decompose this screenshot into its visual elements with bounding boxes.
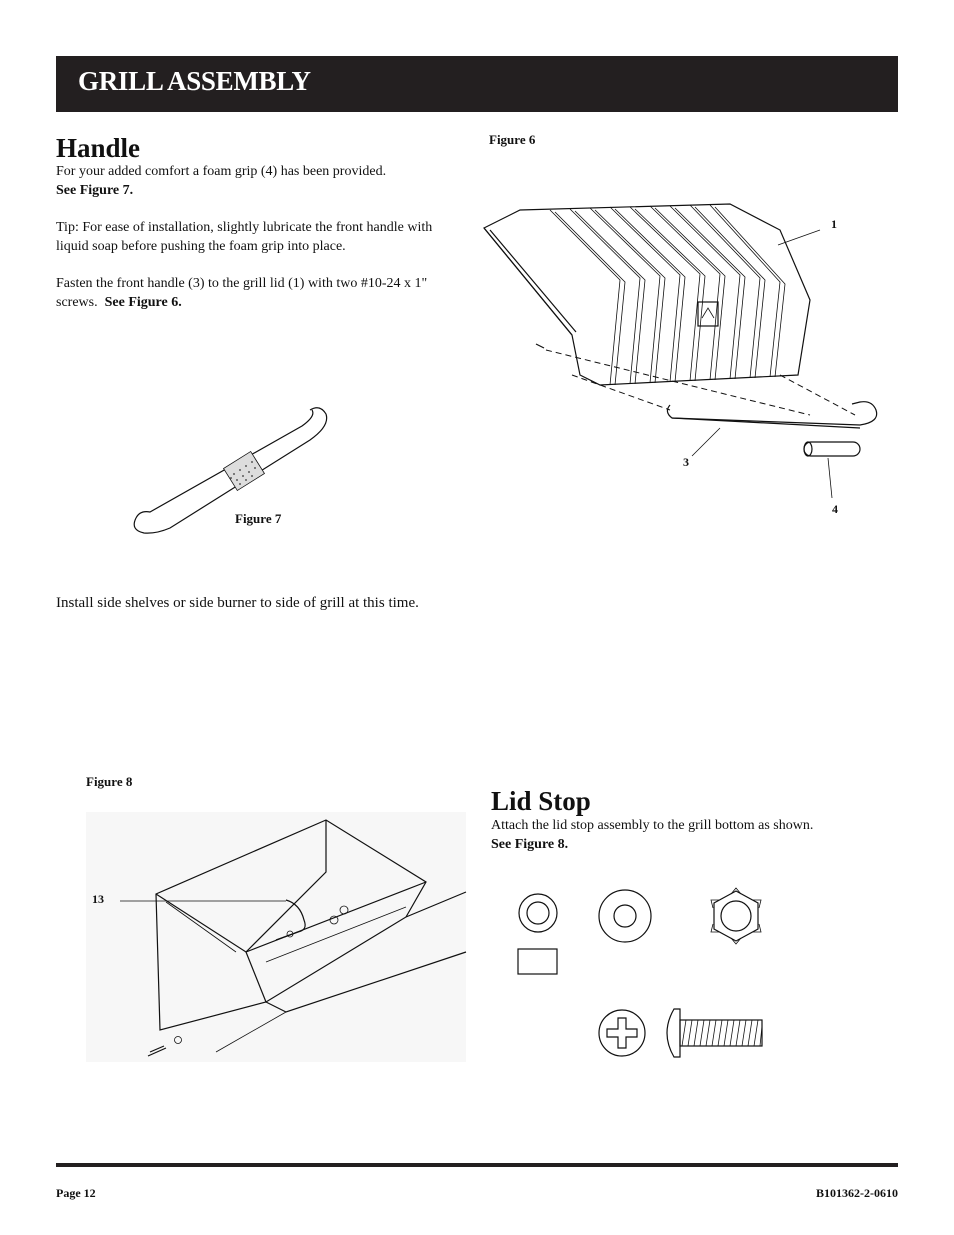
handle-p1-ref: See Figure 7.: [56, 183, 134, 198]
figure-6-callout-1: 1: [831, 217, 837, 231]
handle-paragraph-3: [56, 274, 466, 312]
handle-p3-ref: See Figure 6.: [104, 295, 182, 310]
figure-7-label: Figure 7: [235, 511, 282, 526]
figure-6-callout-4: 4: [832, 502, 838, 516]
handle-p3-text: Fasten the front handle (3) to the grill lid (1) with two #10-24 x 1" screws.: [56, 276, 428, 310]
figure-6-callout-3: 3: [683, 455, 689, 469]
section-banner: [56, 56, 898, 112]
screw-icon: [660, 1008, 770, 1058]
handle-p1-text: For your added comfort a foam grip (4) has been provided.: [56, 164, 387, 179]
figure-8-label: Figure 8: [86, 774, 133, 789]
footer-rule: [56, 1163, 898, 1167]
page-number: Page 12: [56, 1186, 96, 1200]
figure-6-lid-illustration: [480, 200, 900, 520]
washer-icon: [598, 888, 654, 944]
lid-stop-p1-text: Attach the lid stop assembly to the grill bottom as shown.: [491, 818, 814, 833]
page-title: GRILL ASSEMBLY: [78, 66, 311, 96]
lid-stop-paragraph: [491, 816, 891, 854]
figure-8-grill-bottom-illustration: [86, 812, 466, 1062]
handle-paragraph-1: [56, 162, 466, 200]
spacer-icon: [517, 948, 559, 976]
side-shelves-note: Install side shelves or side burner to side of grill at this time.: [56, 595, 419, 611]
figure-6-label: Figure 6: [489, 132, 536, 147]
bushing-icon: [517, 893, 561, 933]
document-number: B101362-2-0610: [816, 1186, 898, 1200]
lid-stop-p1-ref: See Figure 8.: [491, 837, 569, 852]
screw-head-icon: [598, 1008, 648, 1058]
handle-tip: Tip: For ease of installation, slightly lubricate the front handle with liquid soap before pushing the foam grip into place.: [56, 220, 433, 254]
figure-8-callout-13: 13: [92, 892, 104, 906]
handle-heading: Handle: [56, 133, 141, 163]
lid-stop-heading: Lid Stop: [491, 786, 591, 816]
hex-nut-icon: [707, 888, 765, 946]
